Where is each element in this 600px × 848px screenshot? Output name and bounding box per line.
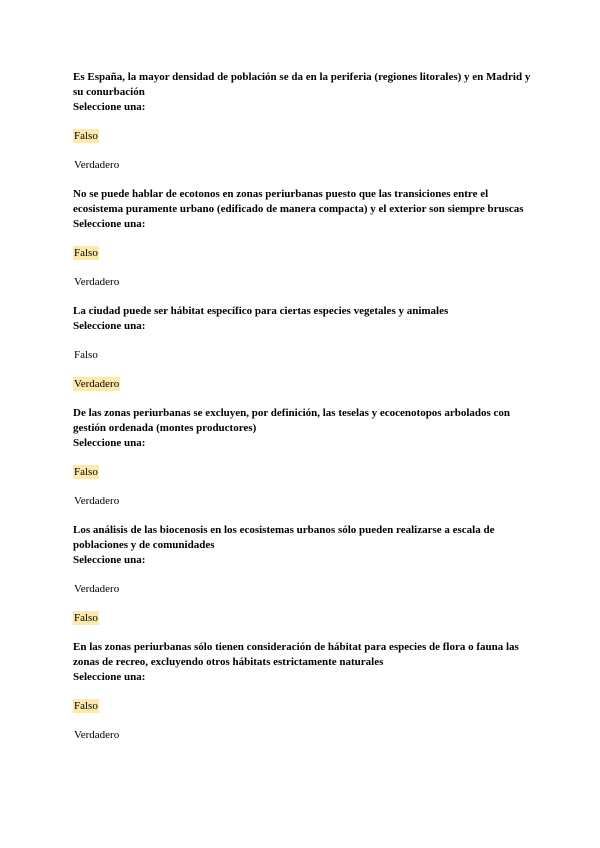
option-falso[interactable] xyxy=(73,348,533,363)
option-label: Verdadero xyxy=(74,159,120,171)
question-block xyxy=(73,523,533,626)
question-text: No se puede hablar de ecotonos en zonas periurbanas puesto que las transiciones entre el ecosistema puramente urbano (edificado de manera compacta) y el exterior son siempre bruscas xyxy=(73,188,524,215)
option-label: Verdadero xyxy=(74,495,120,507)
option-label: Verdadero xyxy=(74,276,120,288)
select-prompt: Seleccione una: xyxy=(73,320,146,332)
option-label: Falso xyxy=(74,612,98,624)
option-falso[interactable] xyxy=(73,611,533,626)
question-text: En las zonas periurbanas sólo tienen consideración de hábitat para especies de flora o fauna las zonas de recreo, excluyendo otros hábitats estrictamente naturales xyxy=(73,641,519,668)
option-verdadero[interactable] xyxy=(73,377,533,392)
question-block xyxy=(73,406,533,509)
question-text: Es España, la mayor densidad de población se da en la periferia (regiones litorales) y en Madrid y su conurbación xyxy=(73,71,531,98)
question-block xyxy=(73,304,533,392)
option-verdadero[interactable] xyxy=(73,275,533,290)
option-falso[interactable] xyxy=(73,129,533,144)
option-label: Verdadero xyxy=(74,583,120,595)
option-label: Falso xyxy=(74,349,98,361)
option-verdadero[interactable] xyxy=(73,728,533,743)
option-falso[interactable] xyxy=(73,465,533,480)
option-label: Falso xyxy=(74,700,98,712)
select-prompt: Seleccione una: xyxy=(73,437,146,449)
select-prompt: Seleccione una: xyxy=(73,218,146,230)
option-verdadero[interactable] xyxy=(73,158,533,173)
question-text: Los análisis de las biocenosis en los ecosistemas urbanos sólo pueden realizarse a escala de poblaciones y de comunidades xyxy=(73,524,495,551)
option-label: Falso xyxy=(74,247,98,259)
quiz-document xyxy=(73,70,533,743)
option-label: Verdadero xyxy=(74,378,120,390)
select-prompt: Seleccione una: xyxy=(73,554,146,566)
option-falso[interactable] xyxy=(73,246,533,261)
question-block xyxy=(73,187,533,290)
select-prompt: Seleccione una: xyxy=(73,101,146,113)
option-label: Verdadero xyxy=(74,729,120,741)
question-block xyxy=(73,70,533,173)
question-block xyxy=(73,640,533,743)
option-label: Falso xyxy=(74,130,98,142)
option-label: Falso xyxy=(74,466,98,478)
option-falso[interactable] xyxy=(73,699,533,714)
question-text: De las zonas periurbanas se excluyen, por definición, las teselas y ecocenotopos arbolados con gestión ordenada (montes productores) xyxy=(73,407,511,434)
option-verdadero[interactable] xyxy=(73,582,533,597)
question-text: La ciudad puede ser hábitat específico para ciertas especies vegetales y animales xyxy=(73,305,449,317)
option-verdadero[interactable] xyxy=(73,494,533,509)
select-prompt: Seleccione una: xyxy=(73,671,146,683)
